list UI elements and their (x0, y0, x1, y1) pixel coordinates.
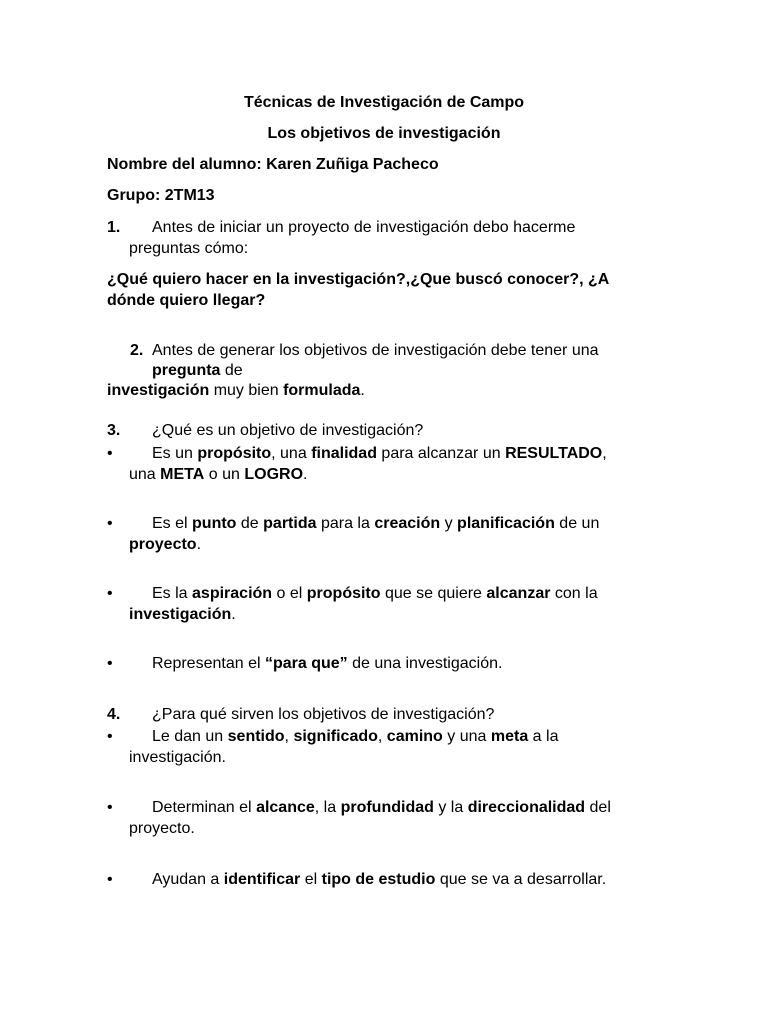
section-4-question: ¿Para qué sirven los objetivos de investigación? (152, 706, 495, 723)
bullet-marker: • (107, 871, 113, 888)
section-4-bullet-3: Ayudan a identificar el tipo de estudio que se va a desarrollar. (152, 871, 607, 888)
section-1-text-cont: preguntas cómo: (129, 240, 249, 257)
document-title: Técnicas de Investigación de Campo (243, 94, 525, 111)
bullet-marker: • (107, 728, 113, 745)
bullet-marker: • (107, 585, 113, 602)
section-1-number: 1. (107, 219, 121, 236)
section-4-bullet-2: Determinan el alcance, la profundidad y la direccionalidad del (152, 799, 611, 816)
section-1-questions: ¿Qué quiero hacer en la investigación?,¿Que buscó conocer?, ¿A (107, 271, 610, 288)
section-3-number: 3. (107, 422, 121, 439)
document-subtitle: Los objetivos de investigación (267, 125, 501, 142)
bullet-marker: • (107, 515, 113, 532)
section-4-bullet-2-cont: proyecto. (129, 820, 195, 837)
bullet-marker: • (107, 445, 113, 462)
section-2-number: 2. (130, 342, 144, 359)
group-label: Grupo: 2TM13 (107, 187, 215, 204)
section-3-bullet-1: Es un propósito, una finalidad para alcanzar un RESULTADO, (152, 445, 607, 462)
section-2-text-line3: investigación muy bien formulada. (107, 382, 365, 399)
section-3-bullet-3: Es la aspiración o el propósito que se quiere alcanzar con la (152, 585, 598, 602)
section-2-text: Antes de generar los objetivos de investigación debe tener una (152, 342, 599, 359)
section-3-bullet-1-cont: una META o un LOGRO. (129, 466, 308, 483)
section-2-text-line2: pregunta de (152, 362, 243, 379)
section-3-bullet-2: Es el punto de partida para la creación y planificación de un (152, 515, 600, 532)
section-1-questions-cont: dónde quiero llegar? (107, 292, 266, 309)
section-3-bullet-3-cont: investigación. (129, 606, 236, 623)
section-4-bullet-1-cont: investigación. (129, 749, 226, 766)
bullet-marker: • (107, 799, 113, 816)
section-1-text: Antes de iniciar un proyecto de investigación debo hacerme (152, 219, 576, 236)
section-4-number: 4. (107, 706, 121, 723)
section-3-bullet-2-cont: proyecto. (129, 536, 202, 553)
student-name: Nombre del alumno: Karen Zuñiga Pacheco (107, 156, 439, 173)
section-3-bullet-4: Representan el “para que” de una investigación. (152, 655, 503, 672)
section-3-question: ¿Qué es un objetivo de investigación? (152, 422, 424, 439)
bullet-marker: • (107, 655, 113, 672)
section-4-bullet-1: Le dan un sentido, significado, camino y una meta a la (152, 728, 559, 745)
